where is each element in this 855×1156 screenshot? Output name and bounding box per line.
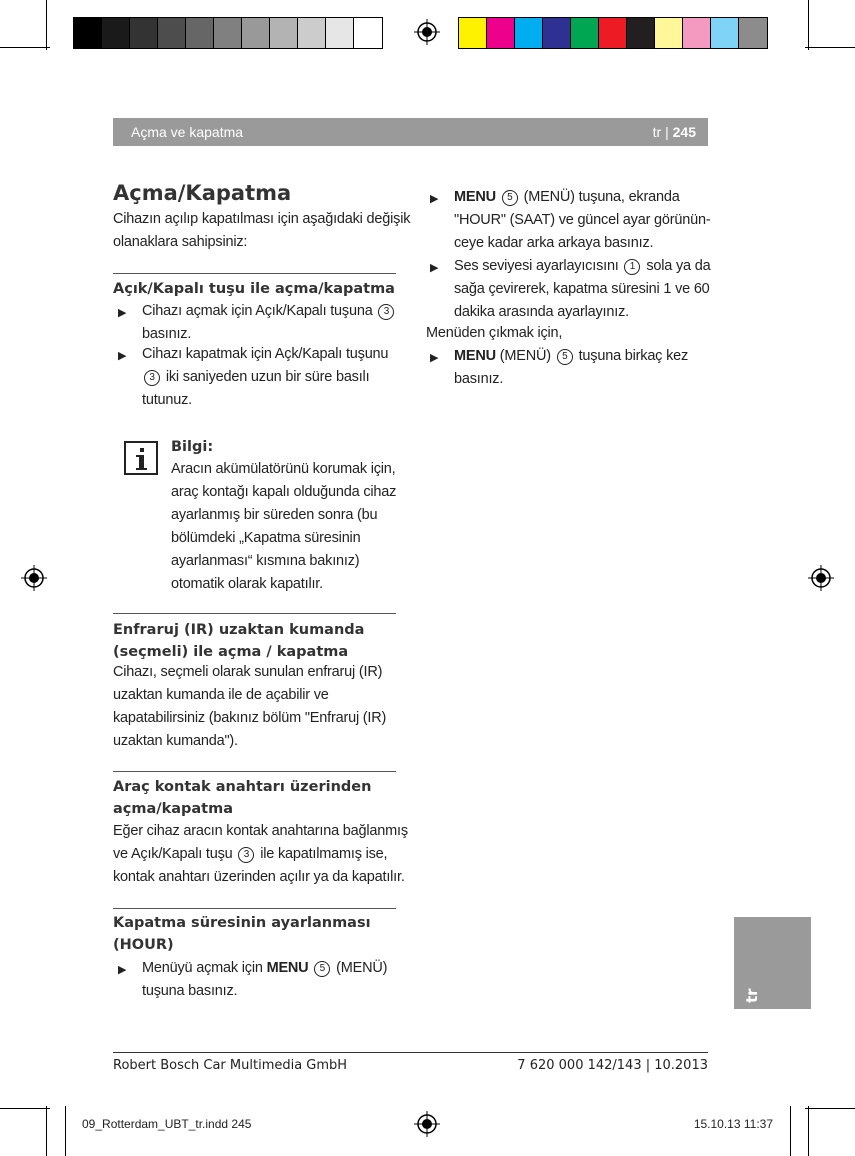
- bullet-icon: ▶: [118, 964, 127, 976]
- color-bar: [458, 17, 768, 49]
- list-item: Menüyü açmak için MENU 5 (MENÜ) tuşuna basınız.: [142, 960, 388, 999]
- section-heading: Açık/Kapalı tuşu ile açma/kapatma: [113, 281, 395, 297]
- slug-date: 15.10.13 11:37: [693, 1117, 773, 1131]
- bullet-icon: ▶: [430, 262, 439, 274]
- header-title: Açma ve kapatma: [131, 124, 244, 140]
- page-header: [113, 118, 708, 146]
- registration-mark-icon: [414, 19, 440, 45]
- section-heading: Kapatma süresinin ayarlanması (HOUR): [113, 915, 371, 953]
- registration-mark-icon: [808, 565, 834, 591]
- page-number: tr | 245: [652, 124, 696, 140]
- registration-mark-icon: [414, 1111, 440, 1137]
- list-item: Cihazı kapatmak için Açk/Kapalı tuşunu 3 iki saniyeden uzun bir süre basılı tutunuz.: [142, 346, 389, 408]
- bullet-icon: ▶: [118, 350, 127, 362]
- section-text: Cihazı, seçmeli olarak sunulan enfraruj (IR) uzaktan kumanda ile de açabilir ve kapatabilirsiniz (bakınız bölüm "Enfraruj (IR) uzaktan kumanda").: [113, 664, 387, 749]
- list-item: Ses seviyesi ayarlayıcısını 1 sola ya da sağa çevirerek, kapatma süresini 1 ve 60 dakika arasında ayarlayınız.: [454, 258, 711, 320]
- bullet-icon: ▶: [430, 193, 439, 205]
- section-heading: Enfraruj (IR) uzaktan kumanda (seçmeli) ile açma / kapatma: [113, 622, 365, 660]
- list-item: Cihazı açmak için Açık/Kapalı tuşuna 3 basınız.: [142, 300, 396, 346]
- bullet-icon: ▶: [118, 307, 127, 319]
- list-item: MENU (MENÜ) 5 tuşuna birkaç kez basınız.: [454, 348, 689, 387]
- registration-mark-icon: [21, 565, 47, 591]
- footer-left: Robert Bosch Car Multimedia GmbH: [113, 1058, 348, 1073]
- intro-text: Cihazın açılıp kapatılması için aşağıdaki değişik olanaklara sahipsiniz:: [113, 211, 411, 250]
- bullet-icon: ▶: [430, 352, 439, 364]
- slug-file: 09_Rotterdam_UBT_tr.indd 245: [82, 1117, 252, 1131]
- section-heading: Araç kontak anahtarı üzerinden açma/kapatma: [113, 779, 372, 817]
- grayscale-bar: [73, 17, 383, 49]
- section-text: Menüden çıkmak için,: [426, 325, 563, 341]
- language-tab: tr: [734, 917, 811, 1009]
- info-icon: [124, 441, 158, 475]
- info-text: Aracın akümülatörünü korumak için, araç kontağı kapalı olduğunda cihaz ayarlanmış bir süreden sonra (bu bölümdeki „Kapatma süresinin ayarlanması“ kısmına bakınız) otomatik olarak kapatılır.: [171, 461, 397, 592]
- info-title: Bilgi:: [171, 439, 214, 455]
- section-text: Eğer cihaz aracın kontak anahtarına bağlanmış ve Açık/Kapalı tuşu 3 ile kapatılmamış ise, kontak anahtarı üzerinden açılır ya da kapatılır.: [113, 823, 408, 885]
- list-item: MENU 5 (MENÜ) tuşuna, ekranda "HOUR" (SAAT) ve güncel ayar görünün- ceye kadar arka arkaya basınız.: [454, 189, 711, 251]
- main-title: Açma/Kapatma: [113, 181, 292, 205]
- footer-right: 7 620 000 142/143 | 10.2013: [517, 1058, 708, 1073]
